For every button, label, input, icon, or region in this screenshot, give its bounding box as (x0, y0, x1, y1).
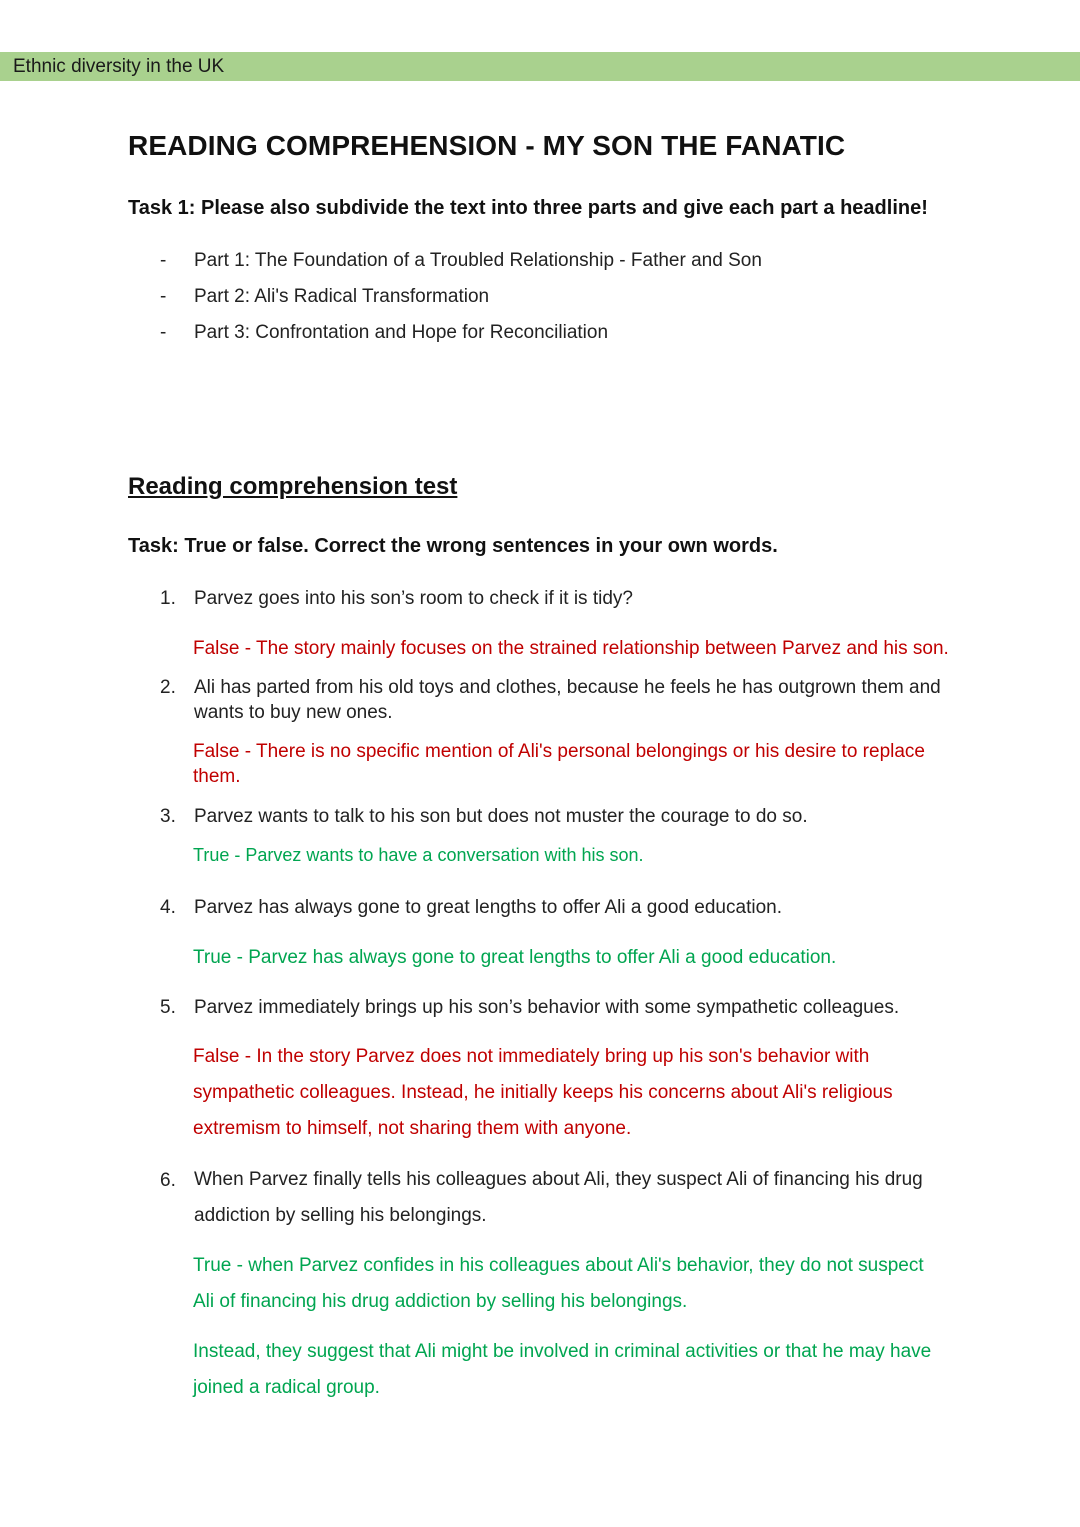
question-number: 5. (160, 997, 176, 1018)
question-number: 2. (160, 677, 176, 698)
answer-note: Instead, they suggest that Ali might be involved in criminal activities or that he may have joined a radical group. (193, 1341, 932, 1398)
question-number: 6. (160, 1170, 176, 1191)
part-label: Part 1: The Foundation of a Troubled Relationship - Father and Son (194, 250, 762, 271)
task1-heading: Task 1: Please also subdivide the text into three parts and give each part a headline! (128, 197, 928, 219)
section-title: Reading comprehension test (128, 473, 458, 500)
answer-true: True - Parvez has always gone to great lengths to offer Ali a good education. (193, 947, 837, 968)
question-number: 4. (160, 897, 176, 918)
page-title: READING COMPREHENSION - MY SON THE FANATIC (128, 130, 846, 161)
part-label: Part 3: Confrontation and Hope for Reconciliation (194, 322, 609, 343)
test-task-heading: Task: True or false. Correct the wrong sentences in your own words. (128, 535, 778, 557)
header-label: Ethnic diversity in the UK (13, 56, 225, 77)
answer-true: True - Parvez wants to have a conversation with his son. (193, 845, 644, 865)
question-text: Parvez wants to talk to his son but does not muster the courage to do so. (194, 806, 808, 827)
question-text: Parvez goes into his son’s room to check if it is tidy? (194, 588, 633, 609)
answer-false: False - In the story Parvez does not immediately bring up his son's behavior with sympathetic colleagues. Instead, he initially keeps his concerns about Ali's religious extremism to himself, not sharing them with anyone. (193, 1046, 893, 1139)
bullet-dash: - (160, 322, 167, 343)
question-number: 1. (160, 588, 176, 609)
answer-true: True - when Parvez confides in his colleagues about Ali's behavior, they do not suspect Ali of financing his drug addiction by selling his belongings. (193, 1255, 924, 1312)
header-bar (0, 52, 1080, 81)
bullet-dash: - (160, 250, 167, 271)
question-text: Parvez immediately brings up his son’s behavior with some sympathetic colleagues. (194, 997, 900, 1018)
answer-false: False - The story mainly focuses on the strained relationship between Parvez and his son. (193, 638, 949, 659)
part-label: Part 2: Ali's Radical Transformation (194, 286, 490, 307)
question-text: When Parvez finally tells his colleagues about Ali, they suspect Ali of financing his drug addiction by selling his belongings. (194, 1169, 923, 1226)
question-text: Parvez has always gone to great lengths to offer Ali a good education. (194, 897, 782, 918)
question-text: Ali has parted from his old toys and clothes, because he feels he has outgrown them and wants to buy new ones. (194, 677, 941, 723)
bullet-dash: - (160, 286, 167, 307)
answer-false: False - There is no specific mention of Ali's personal belongings or his desire to replace them. (193, 741, 925, 787)
question-number: 3. (160, 806, 176, 827)
